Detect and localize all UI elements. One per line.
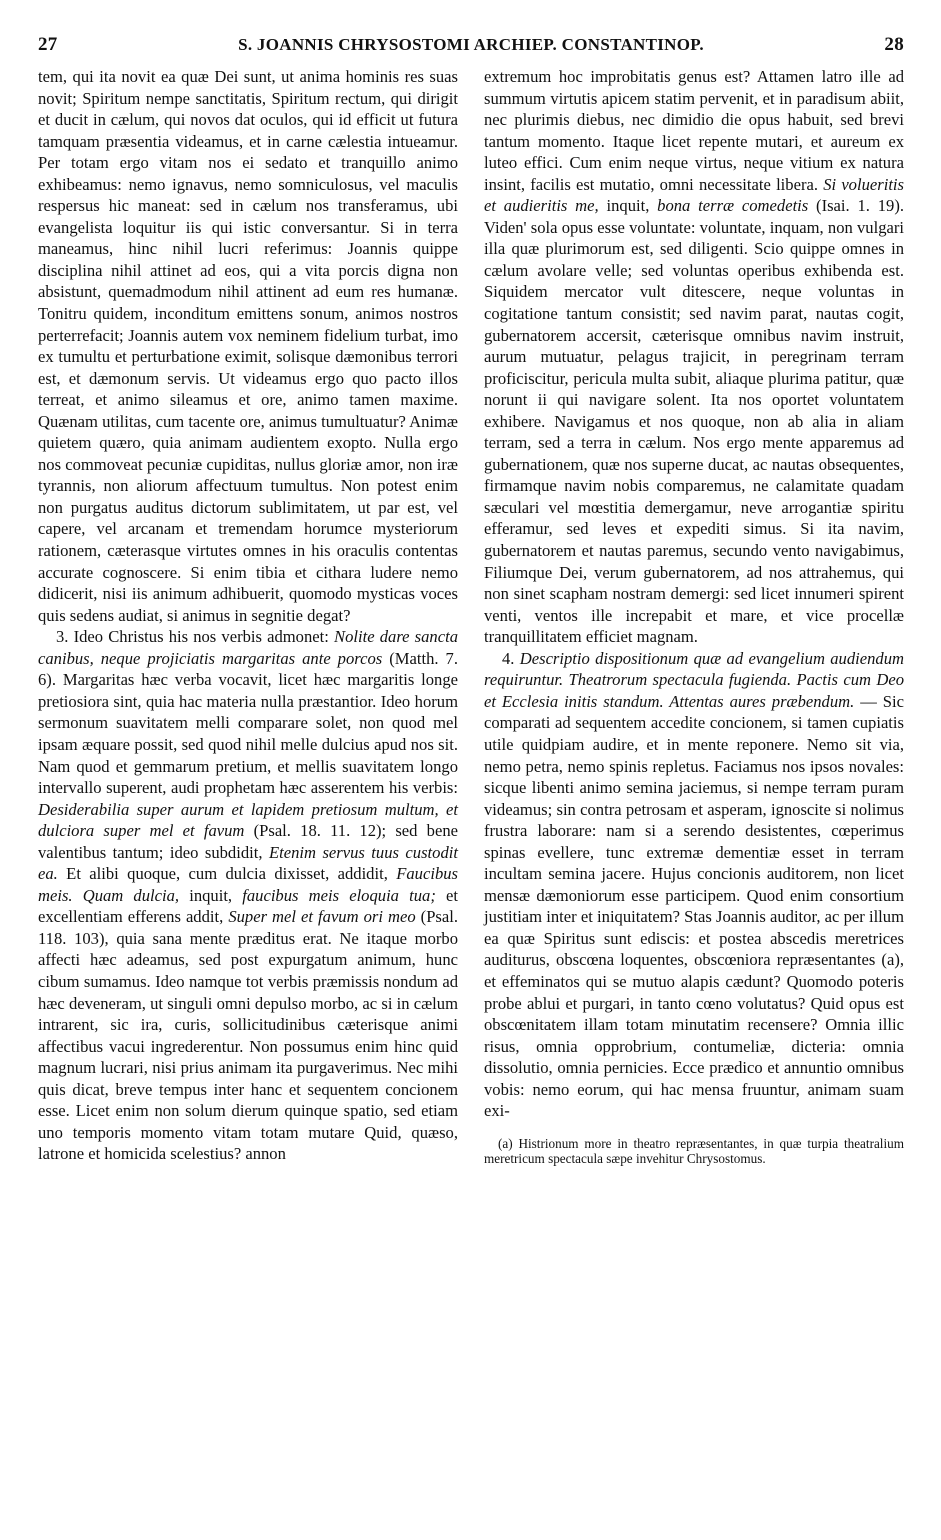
text-run: — Sic comparati ad sequentem accedite concionem, si tamen cupiatis utile quidpiam audire, et in mente reponere. Nemo sit via, nemo petra, nemo spinis repletus. Faciamus nos ipsos novales: sicque libenti animo semina jaciemus, si nempe terram puram videamus; sin contra petrosam et asperam, ignoscite si nolimus frustra laborare: nam si a serendo desistentes, cœperimus spinas evellere, tunc extremæ dementiæ esset in terram incultam semina jacere. Hujus concionis auditorem, non licet mensæ dæmoniorum esse participem. Quod enim consortium justitiam inter et iniquitatem? Stas Joannis auditor, ac per illum ea quæ Spiritus sunt ediscis: et postea abscedis meretrices auditurus, obscœna loquentes, obscœniora repræsentantes (a), et effeminatos qui se mutuo alapis cædunt? Quomodo poteris probe ablui et purgari, in tanto cœno volutatus? Quid opus est obscœnitatem illam totam minutatim recensere? Omnia illic risus, omnia opprobrium, contumeliæ, dicteria: omnia dissolutio, omnia pernicies. Ecce prædico et annuntio omnibus vobis: nemo eorum, qui hac mensa fruuntur, animam suam exi- (484, 691, 904, 1121)
left-column (38, 66, 458, 1165)
scripture-quote: Super mel et favum ori meo (228, 907, 416, 927)
footnote (484, 1136, 904, 1166)
text-run: inquit, (179, 885, 243, 905)
text-run: (Psal. 18. 11. 12); sed bene valentibus tantum; ideo subdidit, (38, 821, 458, 862)
text-run: (Matth. 7. 6). Margaritas hæc verba vocavit, licet hæc margaritis longe pretiosiora sint, quia hac materia nulla præstantior. Ideo horum sermonum suavitatem melli comparare solet, non quod mel ipsam æquare possit, sed quod nihil melle dulcius apud nos sit. Nam quod et gemmarum pretium, et mellis suavitatem longo intervallo superent, audi prophetam hæc asserentem his verbis: (38, 648, 458, 798)
page-number-right: 28 (884, 34, 904, 55)
footnote-text: (a) Histrionum more in theatro repræsentantes, in quæ turpia theatralium meretricum spectacula sæpe invehitur Chrysostomus. (484, 1135, 904, 1166)
text-run: 3. Ideo Christus his nos verbis admonet: (56, 627, 335, 647)
running-head (38, 34, 904, 58)
section-summary: Descriptio dispositionum quæ ad evangelium audiendum requiruntur. Theatrorum spectacula fugienda. Pactis cum Deo et Ecclesia initis standum. Attentas aures præbendum. (484, 648, 904, 711)
text-run: (Psal. 118. 103), quia sana mente præditus erat. Ne itaque morbo affecti hæc adeamus, sed post expurgatum animum, hunc cibum sumamus. Ideo namque tot verbis præmissis nondum ad hæc deveneram, ut singuli omni depulso morbo, ac si in cælum intrarent, sic ira, curis, sollicitudinibus cæterisque animi affectibus vacui ingrederentur. Non possumus enim hinc quid magnum lucrari, nisi prius animam ita purgaverimus. Nec mihi quis dicat, breve tempus inter hanc et sequentem concionem esse. Licet enim non solum dierum quinque spatio, sed etiam uno temporis momento vitam totam mutare Quid, quæso, latrone et homicida scelestius? annon (38, 907, 459, 1164)
text-run: (Isai. 1. 19). Viden' sola opus esse voluntate: voluntate, inquam, non vulgari illa quæ plurimorum est, sed diligenti. Scio quippe omnes in cælum avolare velle; sed voluntas operibus exhibenda est. Siquidem mercator vult ditescere, neque voluntas in cogitatione tantum consistit; sed navim parat, nautas cogit, gubernatorem accersit, cæterisque omnibus navim instruit, aurum mutuatur, pelagus trajicit, in peregrinam terram proficiscitur, pericula multa subit, aliaque plurima patitur, quæ norunt ii qui navigare solent. Ita nos oportet voluntatem exhibere. Navigamus et nos quoque, non ab alia in aliam terram, sed a terra in cælum. Nos ergo mente apparemus ad gubernationem, quæ nos superne ducat, ac nautas obsequentes, firmamque navim nobis comparemus, ne calamitate quadam sæculari vel mœstitia demergamur, neve arrogantiæ spiritu efferamur, sed leves et expediti simus. Si ita navim, gubernatorem et nautas paremus, secundo vento navigabimus, Filiumque Dei, verum gubernatorem, ad nos attrahemus, qui non sinet scapham nostram demergi: sed licet innumeri spirent venti, ventos ille increpabit et mare, et vice procellæ tranquillitatem efficiet magnam. (484, 196, 904, 647)
scripture-quote: bona terræ comedetis (657, 196, 809, 216)
text-run: extremum hoc improbitatis genus est? Attamen latro ille ad summum virtutis apicem statim pervenit, et in paradisum abiit, nec plurimis diebus, nec dimidio die opus habuit, sed brevi tantum momento. Itaque licet repente mutari, et aureum ex luteo effici. Cum enim neque virtus, neque vitium ex natura insint, facilis est mutatio, omni necessitate libera. (484, 67, 904, 194)
text-run: 4. (502, 648, 520, 668)
paragraph (484, 66, 904, 648)
paragraph: tem, qui ita novit ea quæ Dei sunt, ut anima hominis res suas novit; Spiritum nempe sanctitatis, Spiritum rectum, qui dirigit et ducit in cælum, qui novos dat oculos, qui id efficit ut futura tamquam præsentia videamus, et in carne cælestia intueamur. Per totam ergo vitam nos ei sedato et tranquillo animo exhibeamus: nemo ignavus, nemo somniculosus, vel maculis respersus hic maneat: sed in cælum nos transferamus, ubi evangelista loquitur iis qui istic conversantur. Si in terra maneamus, hinc nihil lucri referimus: Joannis quippe disciplina nihil attinet ad eos, qui a vita porcis digna non absistunt, quemadmodum nihil attinent ad eum res humanæ. Tonitru quidem, inconditum emittens sonum, animos nostros perterrefacit; Joannis autem vox neminem fidelium turbat, imo ex tumultu et perturbatione eximit, solisque dæmonibus terrori est, et dæmonum servis. Ut videamus ergo quo pacto illos terreat, et animo sileamus et ore, animo tamen maxime. Quænam utilitas, cum tacente ore, animus tumultuatur? Animæ quietem quæro, quia animam audientem exopto. Nulla ergo nos commoveat pecuniæ cupiditas, nullus gloriæ amor, non iræ tyrannis, non aliorum affectuum tumultus. Non potest enim non purgatus auditus dictorum sublimitatem, ut par est, vel capere, vel arcanam et tremendam horumce mysteriorum rationem, cæterasque virtutes omnes in his oraculis contentas accurate cognoscere. Si enim tibia et cithara ludere nemo didicerit, nisi iis animum adhibuerit, quomodo mysticas voces quis sedens audiat, si animus in segnitie degat? (38, 67, 458, 625)
scripture-quote: Si volueritis et audieritis me, (484, 174, 904, 216)
text-run: inquit, (598, 196, 658, 216)
scripture-quote: faucibus meis eloquia tua; (242, 885, 436, 905)
paragraph-section-4 (484, 648, 904, 1122)
scripture-quote: Faucibus meis. Quam dulcia, (38, 864, 458, 905)
scripture-quote: Desiderabilia super aurum et lapidem pretiosum multum, et dulciora super mel et favum (38, 799, 458, 841)
paragraph-section-3 (38, 626, 458, 1165)
right-column (484, 66, 904, 1166)
text-run: Et alibi quoque, cum dulcia dixisset, addidit, (57, 864, 397, 884)
page-number-left: 27 (38, 34, 58, 55)
scripture-quote: Etenim servus tuus custodit ea. (38, 842, 458, 884)
text-run: et excellentiam efferens addit, (38, 885, 458, 927)
running-title: S. JOANNIS CHRYSOSTOMI ARCHIEP. CONSTANTINOP. (238, 35, 704, 54)
scripture-quote: Nolite dare sancta canibus, neque projiciatis margaritas ante porcos (38, 627, 458, 668)
